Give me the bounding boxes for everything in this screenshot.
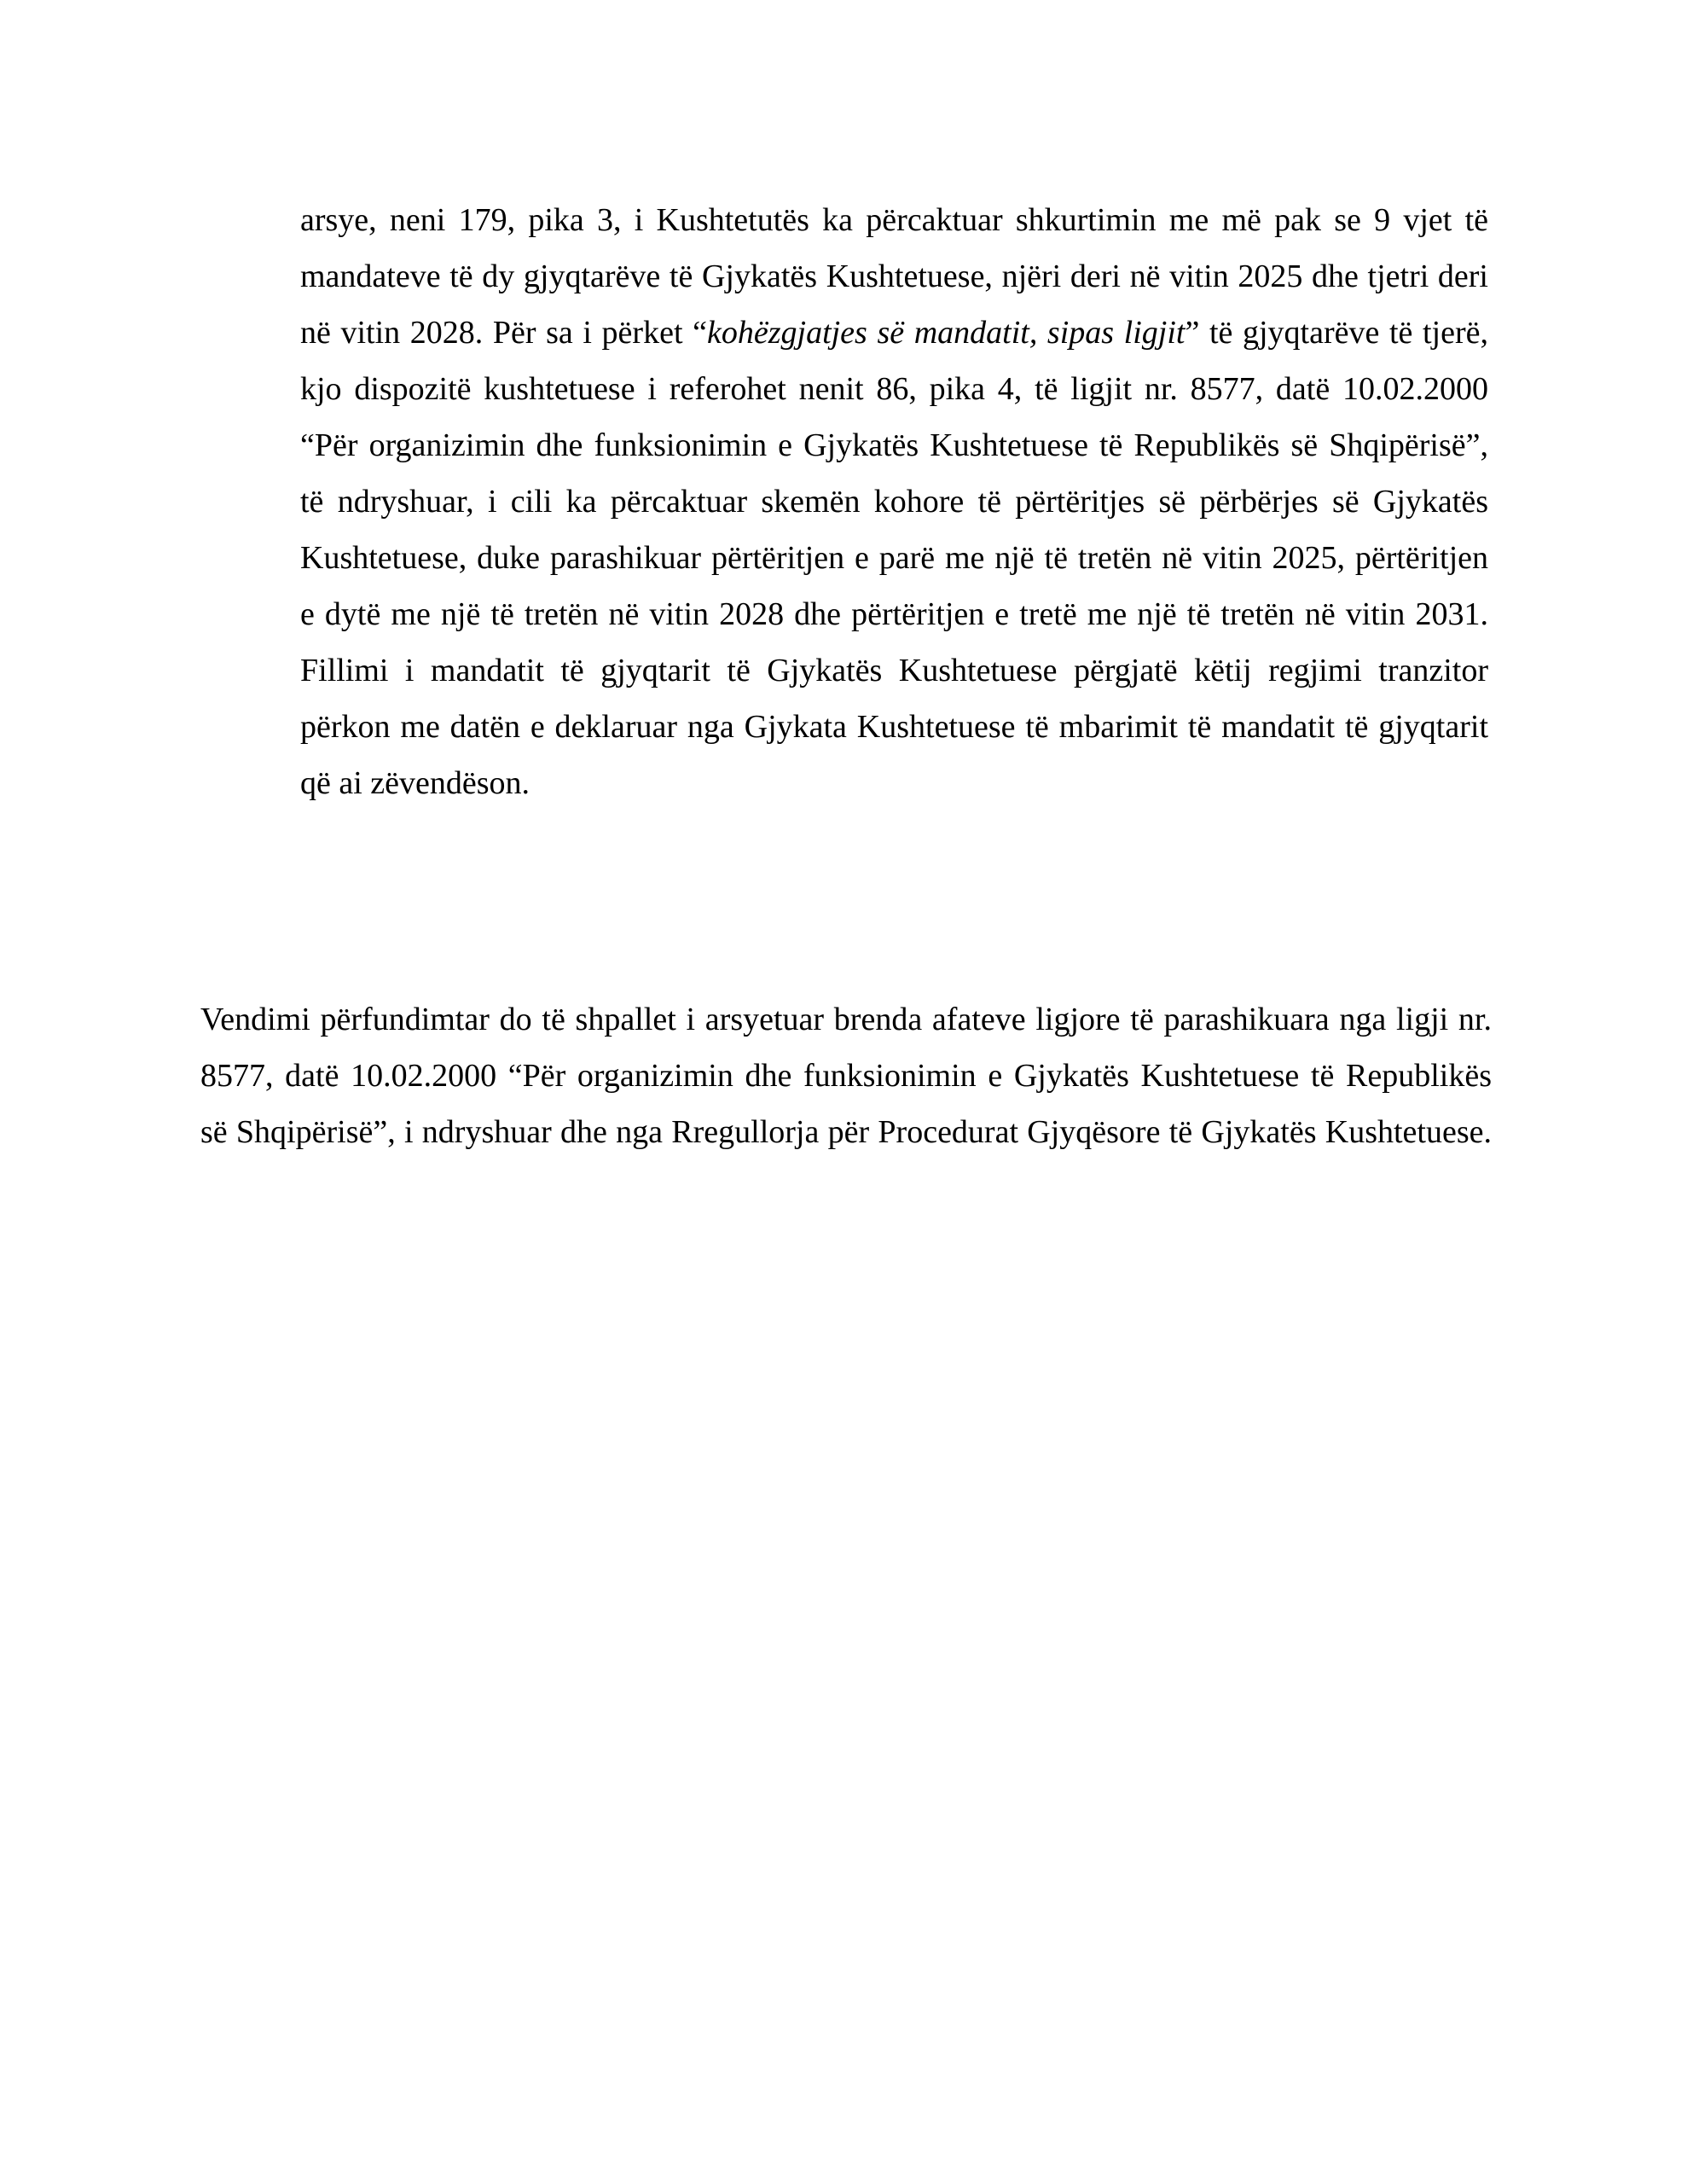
text-line: arsye, neni 179, pika 3, i Kushtetutës ka përcaktuar shkurtimin me më pak se 9 vjet të	[300, 202, 1488, 238]
paragraph-transitional-regime	[300, 192, 1488, 811]
text-line: Vendimi përfundimtar do të shpallet i arsyetuar brenda afateve ligjore të parashikuara nga ligji nr.	[200, 1002, 1492, 1037]
text-line: që ai zëvendëson.	[300, 765, 530, 801]
text-line: Kushtetuese, duke parashikuar përtëritjen e parë me një të tretën në vitin 2025, përtëritjen	[300, 540, 1488, 576]
text-line: “Për organizimin dhe funksionimin e Gjykatës Kushtetuese të Republikës së Shqipërisë”,	[300, 427, 1488, 463]
text-segment: në vitin 2028. Për sa i përket “	[300, 315, 707, 351]
text-line: kjo dispozitë kushtetuese i referohet nenit 86, pika 4, të ligjit nr. 8577, datë 10.02.2000	[300, 371, 1488, 407]
paragraph-final-decision	[200, 991, 1492, 1160]
text-line: e dytë me një të tretën në vitin 2028 dhe përtëritjen e tretë me një të tretën në vitin 2031.	[300, 596, 1488, 632]
text-line: 8577, datë 10.02.2000 “Për organizimin dhe funksionimin e Gjykatës Kushtetuese të Republikës	[200, 1058, 1492, 1094]
text-line: përkon me datën e deklaruar nga Gjykata Kushtetuese të mbarimit të mandatit të gjyqtarit	[300, 709, 1488, 745]
text-line: të ndryshuar, i cili ka përcaktuar skemën kohore të përtëritjes së përbërjes së Gjykatës	[300, 484, 1488, 520]
text-line: mandateve të dy gjyqtarëve të Gjykatës Kushtetuese, njëri deri në vitin 2025 dhe tjetri deri	[300, 258, 1488, 294]
text-line: së Shqipërisë”, i ndryshuar dhe nga Rregullorja për Procedurat Gjyqësore të Gjykatës Kushtetuese.	[200, 1114, 1492, 1150]
text-segment: ” të gjyqtarëve të tjerë,	[1185, 315, 1488, 351]
text-line: Fillimi i mandatit të gjyqtarit të Gjykatës Kushtetuese përgjatë këtij regjimi tranzitor	[300, 653, 1488, 688]
italic-quote-segment: kohëzgjatjes së mandatit, sipas ligjit	[706, 315, 1186, 351]
text-line	[300, 305, 1488, 361]
